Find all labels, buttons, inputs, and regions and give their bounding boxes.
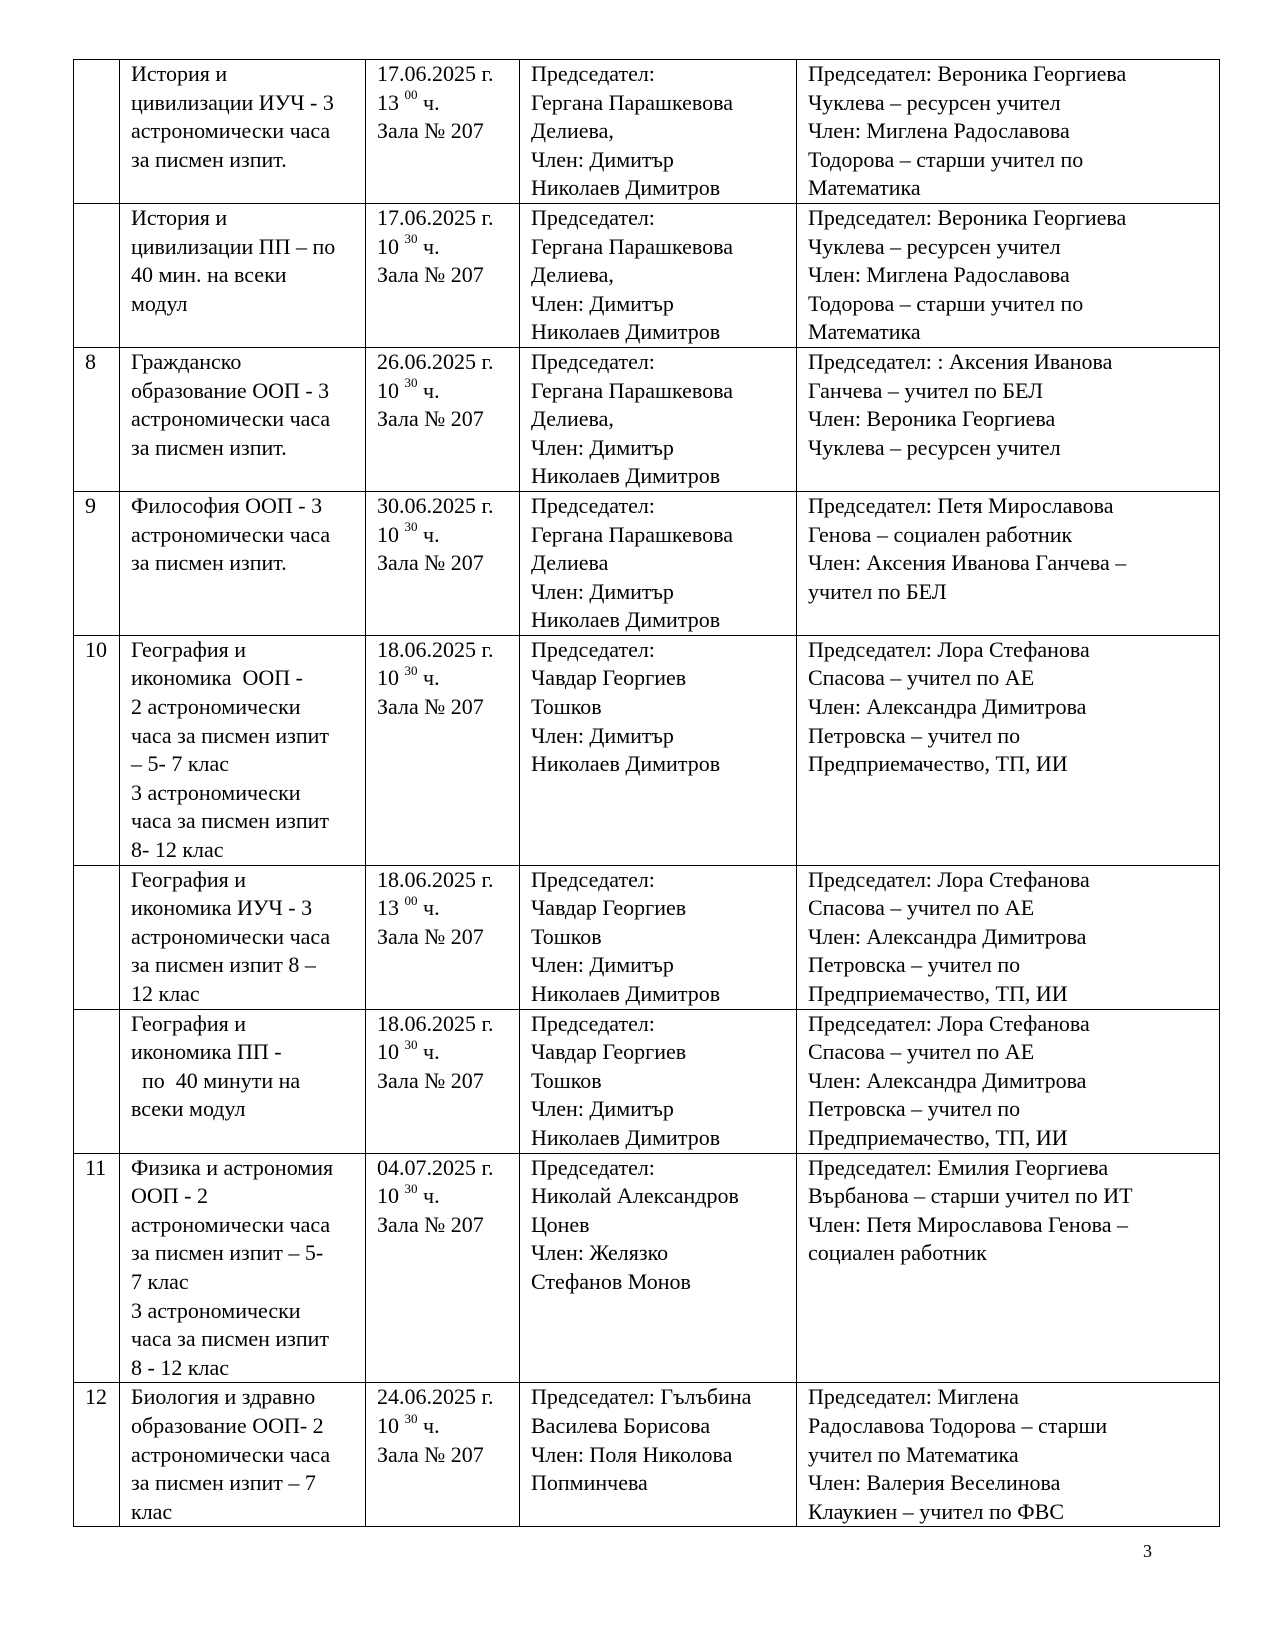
commission-line: Николаев Димитров bbox=[531, 463, 721, 489]
subject-line: всеки модул bbox=[131, 1096, 246, 1122]
commission-line: Клаукиен – учител по ФВС bbox=[808, 1498, 1064, 1524]
subject-line: География и bbox=[131, 1010, 247, 1036]
commission-line: Николаев Димитров bbox=[531, 319, 721, 345]
commission-line: Делиева, bbox=[531, 406, 614, 432]
commission-line: Гергана Парашкевова bbox=[531, 521, 733, 547]
exam-time bbox=[377, 664, 509, 693]
row-number: 9 bbox=[74, 491, 120, 635]
subject-line: часа за писмен изпит bbox=[131, 1326, 329, 1352]
exam-minutes: 30 bbox=[404, 1180, 418, 1196]
commission-line: Председател: bbox=[531, 492, 655, 518]
commission-line: Тошков bbox=[531, 1067, 602, 1093]
exam-time bbox=[377, 1412, 509, 1441]
commission-line: Николай Александров bbox=[531, 1183, 739, 1209]
subject-line: 12 клас bbox=[131, 981, 200, 1006]
subject-line: 7 клас bbox=[131, 1268, 189, 1294]
commission-line: Председател: Миглена bbox=[808, 1384, 1019, 1410]
commission-line: Член: Димитър bbox=[531, 434, 674, 460]
exam-date: 17.06.2025 г. bbox=[377, 204, 494, 230]
commission-line: Чавдар Георгиев bbox=[531, 665, 687, 691]
exam-hall: Зала № 207 bbox=[377, 1441, 484, 1467]
commission-line: Член: Александра Димитрова bbox=[808, 1067, 1087, 1093]
subject-line: ООП - 2 bbox=[131, 1183, 208, 1209]
commission-line: Председател: Вероника Георгиева bbox=[808, 61, 1127, 86]
commission-line: Гергана Парашкевова bbox=[531, 233, 733, 259]
row-number bbox=[74, 1009, 120, 1153]
exam-minutes: 00 bbox=[404, 892, 418, 908]
subject-line: икономика ИУЧ - 3 bbox=[131, 895, 313, 921]
subject-line: 40 мин. на всеки bbox=[131, 262, 287, 288]
exam-date-time bbox=[366, 1153, 520, 1383]
subject-line: астрономически часа bbox=[131, 923, 331, 949]
commission-organizing bbox=[520, 1383, 797, 1527]
commission-line: Тошков bbox=[531, 694, 602, 720]
commission-line: Член: Димитър bbox=[531, 578, 674, 604]
subject-line: образование ООП - 3 bbox=[131, 377, 330, 403]
subject-line: 3 астрономически bbox=[131, 779, 301, 805]
exam-date: 26.06.2025 г. bbox=[377, 348, 494, 374]
subject-line: История и bbox=[131, 61, 228, 86]
exam-date-time bbox=[366, 635, 520, 865]
subject-line: Философия ООП - 3 bbox=[131, 492, 323, 518]
exam-time bbox=[377, 1038, 509, 1067]
exam-subject bbox=[120, 347, 366, 491]
subject-line: по 40 минути на bbox=[131, 1067, 301, 1093]
subject-line: икономика ПП - bbox=[131, 1039, 282, 1065]
exam-hour: 13 bbox=[377, 895, 399, 921]
commission-line: Председател: Емилия Георгиева bbox=[808, 1154, 1109, 1180]
commission-line: Член: Вероника Георгиева bbox=[808, 406, 1056, 432]
commission-line: Спасова – учител по АЕ bbox=[808, 1039, 1035, 1065]
row-number bbox=[74, 203, 120, 347]
commission-line: Председател: bbox=[531, 636, 655, 662]
commission-line: Делиева bbox=[531, 550, 609, 576]
commission-line: Председател: Лора Стефанова bbox=[808, 866, 1090, 892]
commission-line: Член: Миглена Радославова bbox=[808, 118, 1070, 144]
exam-subject bbox=[120, 203, 366, 347]
commission-assessing bbox=[797, 1383, 1220, 1527]
page-number: 3 bbox=[1143, 1541, 1152, 1561]
commission-line: Спасова – учител по АЕ bbox=[808, 895, 1035, 921]
commission-line: Предприемачество, ТП, ИИ bbox=[808, 751, 1068, 777]
commission-line: Член: Александра Димитрова bbox=[808, 923, 1087, 949]
commission-organizing bbox=[520, 347, 797, 491]
commission-line: Председател: bbox=[531, 61, 655, 86]
exam-minutes: 00 bbox=[404, 87, 418, 103]
commission-organizing bbox=[520, 203, 797, 347]
commission-line: Член: Димитър bbox=[531, 952, 674, 978]
subject-line: за писмен изпит – 5- bbox=[131, 1240, 324, 1266]
commission-line: социален работник bbox=[808, 1240, 987, 1266]
commission-organizing bbox=[520, 491, 797, 635]
commission-line: Член: Димитър bbox=[531, 290, 674, 316]
exam-hall: Зала № 207 bbox=[377, 406, 484, 432]
subject-line: История и bbox=[131, 204, 228, 230]
commission-line: Член: Поля Николова bbox=[531, 1441, 733, 1467]
table-row bbox=[74, 865, 1220, 1009]
commission-line: Василева Борисова bbox=[531, 1412, 711, 1438]
exam-hour: 10 bbox=[377, 1412, 399, 1438]
commission-assessing bbox=[797, 1153, 1220, 1383]
exam-minutes: 30 bbox=[404, 1036, 418, 1052]
exam-subject bbox=[120, 491, 366, 635]
exam-hall: Зала № 207 bbox=[377, 118, 484, 144]
row-number bbox=[74, 60, 120, 204]
subject-line: за писмен изпит. bbox=[131, 146, 287, 172]
commission-assessing bbox=[797, 203, 1220, 347]
table-row bbox=[74, 1383, 1220, 1527]
table-row bbox=[74, 491, 1220, 635]
exam-time bbox=[377, 233, 509, 262]
hour-suffix: ч. bbox=[423, 1412, 440, 1438]
exam-hall: Зала № 207 bbox=[377, 550, 484, 576]
hour-suffix: ч. bbox=[423, 1183, 440, 1209]
hour-suffix: ч. bbox=[423, 665, 440, 691]
exam-date-time bbox=[366, 60, 520, 204]
commission-assessing bbox=[797, 491, 1220, 635]
row-number: 12 bbox=[74, 1383, 120, 1527]
subject-line: – 5- 7 клас bbox=[131, 751, 230, 777]
exam-time bbox=[377, 521, 509, 550]
exam-date-time bbox=[366, 491, 520, 635]
table-body bbox=[74, 60, 1220, 1527]
exam-subject bbox=[120, 1383, 366, 1527]
subject-line: модул bbox=[131, 290, 188, 316]
hour-suffix: ч. bbox=[423, 89, 440, 115]
subject-line: за писмен изпит 8 – bbox=[131, 952, 316, 978]
commission-line: учител по БЕЛ bbox=[808, 578, 947, 604]
exam-minutes: 30 bbox=[404, 519, 418, 535]
commission-line: Върбанова – старши учител по ИТ bbox=[808, 1183, 1133, 1209]
subject-line: 8- 12 клас bbox=[131, 837, 224, 863]
commission-organizing bbox=[520, 865, 797, 1009]
subject-line: Биология и здравно bbox=[131, 1384, 316, 1410]
exam-hour: 10 bbox=[377, 665, 399, 691]
exam-hour: 10 bbox=[377, 1039, 399, 1065]
table-row bbox=[74, 1009, 1220, 1153]
exam-date: 30.06.2025 г. bbox=[377, 492, 494, 518]
subject-line: География и bbox=[131, 866, 247, 892]
hour-suffix: ч. bbox=[423, 895, 440, 921]
commission-assessing bbox=[797, 347, 1220, 491]
commission-line: Тодорова – старши учител по bbox=[808, 146, 1084, 172]
subject-line: астрономически часа bbox=[131, 118, 331, 144]
subject-line: 8 - 12 клас bbox=[131, 1354, 230, 1380]
commission-line: Стефанов Монов bbox=[531, 1268, 691, 1294]
exam-date-time bbox=[366, 1009, 520, 1153]
hour-suffix: ч. bbox=[423, 521, 440, 547]
exam-hour: 10 bbox=[377, 1183, 399, 1209]
exam-time bbox=[377, 1182, 509, 1211]
subject-line: за писмен изпит – 7 bbox=[131, 1470, 316, 1496]
exam-subject bbox=[120, 635, 366, 865]
commission-line: Гергана Парашкевова bbox=[531, 377, 733, 403]
commission-line: Председател: Петя Мирославова bbox=[808, 492, 1114, 518]
commission-line: Петровска – учител по bbox=[808, 722, 1021, 748]
subject-line: клас bbox=[131, 1498, 173, 1524]
commission-line: Ганчева – учител по БЕЛ bbox=[808, 377, 1044, 403]
commission-line: Математика bbox=[808, 175, 921, 201]
exam-date: 17.06.2025 г. bbox=[377, 61, 494, 86]
row-number bbox=[74, 865, 120, 1009]
commission-line: Председател: bbox=[531, 1010, 655, 1036]
exam-date: 18.06.2025 г. bbox=[377, 1010, 494, 1036]
commission-organizing bbox=[520, 1153, 797, 1383]
commission-line: Тодорова – старши учител по bbox=[808, 290, 1084, 316]
subject-line: за писмен изпит. bbox=[131, 434, 287, 460]
commission-line: Председател: bbox=[531, 1154, 655, 1180]
exam-date-time bbox=[366, 1383, 520, 1527]
commission-line: Предприемачество, ТП, ИИ bbox=[808, 1124, 1068, 1150]
commission-line: Член: Миглена Радославова bbox=[808, 262, 1070, 288]
commission-line: Чуклева – ресурсен учител bbox=[808, 434, 1061, 460]
commission-line: Петровска – учител по bbox=[808, 952, 1021, 978]
commission-line: Чуклева – ресурсен учител bbox=[808, 233, 1061, 259]
subject-line: Гражданско bbox=[131, 348, 242, 374]
commission-line: Член: Димитър bbox=[531, 1096, 674, 1122]
commission-line: Член: Валерия Веселинова bbox=[808, 1470, 1061, 1496]
commission-organizing bbox=[520, 635, 797, 865]
commission-line: Делиева, bbox=[531, 118, 614, 144]
subject-line: География и bbox=[131, 636, 247, 662]
subject-line: часа за писмен изпит bbox=[131, 722, 329, 748]
exam-hall: Зала № 207 bbox=[377, 262, 484, 288]
table-row bbox=[74, 635, 1220, 865]
commission-line: Член: Димитър bbox=[531, 146, 674, 172]
commission-line: Чуклева – ресурсен учител bbox=[808, 89, 1061, 115]
table-row bbox=[74, 60, 1220, 204]
commission-line: Председател: Лора Стефанова bbox=[808, 1010, 1090, 1036]
commission-line: Чавдар Георгиев bbox=[531, 895, 687, 921]
exam-subject bbox=[120, 60, 366, 204]
commission-line: Гергана Парашкевова bbox=[531, 89, 733, 115]
row-number: 10 bbox=[74, 635, 120, 865]
commission-assessing bbox=[797, 865, 1220, 1009]
subject-line: цивилизации ИУЧ - 3 bbox=[131, 89, 334, 115]
subject-line: Физика и астрономия bbox=[131, 1154, 334, 1180]
subject-line: астрономически часа bbox=[131, 1441, 331, 1467]
commission-line: Николаев Димитров bbox=[531, 607, 721, 633]
exam-minutes: 30 bbox=[404, 663, 418, 679]
subject-line: за писмен изпит. bbox=[131, 550, 287, 576]
subject-line: икономика ООП - bbox=[131, 665, 304, 691]
commission-line: Николаев Димитров bbox=[531, 175, 721, 201]
exam-subject bbox=[120, 865, 366, 1009]
commission-assessing bbox=[797, 635, 1220, 865]
exam-hour: 10 bbox=[377, 377, 399, 403]
exam-date: 18.06.2025 г. bbox=[377, 636, 494, 662]
commission-line: Николаев Димитров bbox=[531, 981, 721, 1006]
commission-line: Спасова – учител по АЕ bbox=[808, 665, 1035, 691]
hour-suffix: ч. bbox=[423, 377, 440, 403]
exam-minutes: 30 bbox=[404, 1410, 418, 1426]
exam-time bbox=[377, 377, 509, 406]
commission-line: Радославова Тодорова – старши bbox=[808, 1412, 1108, 1438]
exam-subject bbox=[120, 1153, 366, 1383]
exam-hall: Зала № 207 bbox=[377, 1211, 484, 1237]
exam-date: 04.07.2025 г. bbox=[377, 1154, 494, 1180]
commission-organizing bbox=[520, 1009, 797, 1153]
commission-line: Председател: Лора Стефанова bbox=[808, 636, 1090, 662]
subject-line: 3 астрономически bbox=[131, 1297, 301, 1323]
commission-line: Председател: bbox=[531, 204, 655, 230]
commission-line: учител по Математика bbox=[808, 1441, 1019, 1467]
commission-line: Член: Димитър bbox=[531, 722, 674, 748]
exam-date-time bbox=[366, 203, 520, 347]
commission-line: Генова – социален работник bbox=[808, 521, 1073, 547]
commission-line: Предприемачество, ТП, ИИ bbox=[808, 981, 1068, 1006]
exam-schedule-table bbox=[73, 59, 1220, 1527]
subject-line: образование ООП- 2 bbox=[131, 1412, 324, 1438]
commission-line: Петровска – учител по bbox=[808, 1096, 1021, 1122]
table-row bbox=[74, 203, 1220, 347]
hour-suffix: ч. bbox=[423, 233, 440, 259]
exam-time bbox=[377, 89, 509, 118]
commission-line: Чавдар Георгиев bbox=[531, 1039, 687, 1065]
table-row bbox=[74, 347, 1220, 491]
exam-hour: 10 bbox=[377, 233, 399, 259]
exam-hour: 10 bbox=[377, 521, 399, 547]
commission-line: Делиева, bbox=[531, 262, 614, 288]
subject-line: цивилизации ПП – по bbox=[131, 233, 336, 259]
exam-minutes: 30 bbox=[404, 231, 418, 247]
table-row bbox=[74, 1153, 1220, 1383]
commission-organizing bbox=[520, 60, 797, 204]
exam-date: 24.06.2025 г. bbox=[377, 1384, 494, 1410]
exam-date: 18.06.2025 г. bbox=[377, 866, 494, 892]
exam-hour: 13 bbox=[377, 89, 399, 115]
exam-date-time bbox=[366, 347, 520, 491]
exam-time bbox=[377, 894, 509, 923]
row-number: 11 bbox=[74, 1153, 120, 1383]
hour-suffix: ч. bbox=[423, 1039, 440, 1065]
exam-minutes: 30 bbox=[404, 375, 418, 391]
commission-line: Николаев Димитров bbox=[531, 751, 721, 777]
commission-assessing bbox=[797, 60, 1220, 204]
commission-line: Председател: bbox=[531, 866, 655, 892]
exam-hall: Зала № 207 bbox=[377, 923, 484, 949]
commission-line: Николаев Димитров bbox=[531, 1124, 721, 1150]
exam-subject bbox=[120, 1009, 366, 1153]
commission-line: Член: Аксения Иванова Ганчева – bbox=[808, 550, 1127, 576]
commission-line: Цонев bbox=[531, 1211, 590, 1237]
commission-line: Председател: Гълъбина bbox=[531, 1384, 752, 1410]
row-number: 8 bbox=[74, 347, 120, 491]
commission-line: Председател: Вероника Георгиева bbox=[808, 204, 1127, 230]
commission-line: Член: Александра Димитрова bbox=[808, 694, 1087, 720]
subject-line: астрономически часа bbox=[131, 406, 331, 432]
commission-line: Председател: : Аксения Иванова bbox=[808, 348, 1113, 374]
commission-line: Член: Желязко bbox=[531, 1240, 669, 1266]
commission-line: Математика bbox=[808, 319, 921, 345]
subject-line: 2 астрономически bbox=[131, 694, 301, 720]
subject-line: часа за писмен изпит bbox=[131, 808, 329, 834]
subject-line: астрономически часа bbox=[131, 521, 331, 547]
exam-hall: Зала № 207 bbox=[377, 694, 484, 720]
commission-line: Тошков bbox=[531, 923, 602, 949]
commission-line: Член: Петя Мирославова Генова – bbox=[808, 1211, 1128, 1237]
exam-date-time bbox=[366, 865, 520, 1009]
exam-hall: Зала № 207 bbox=[377, 1067, 484, 1093]
subject-line: астрономически часа bbox=[131, 1211, 331, 1237]
commission-line: Попминчева bbox=[531, 1470, 648, 1496]
commission-line: Председател: bbox=[531, 348, 655, 374]
commission-assessing bbox=[797, 1009, 1220, 1153]
